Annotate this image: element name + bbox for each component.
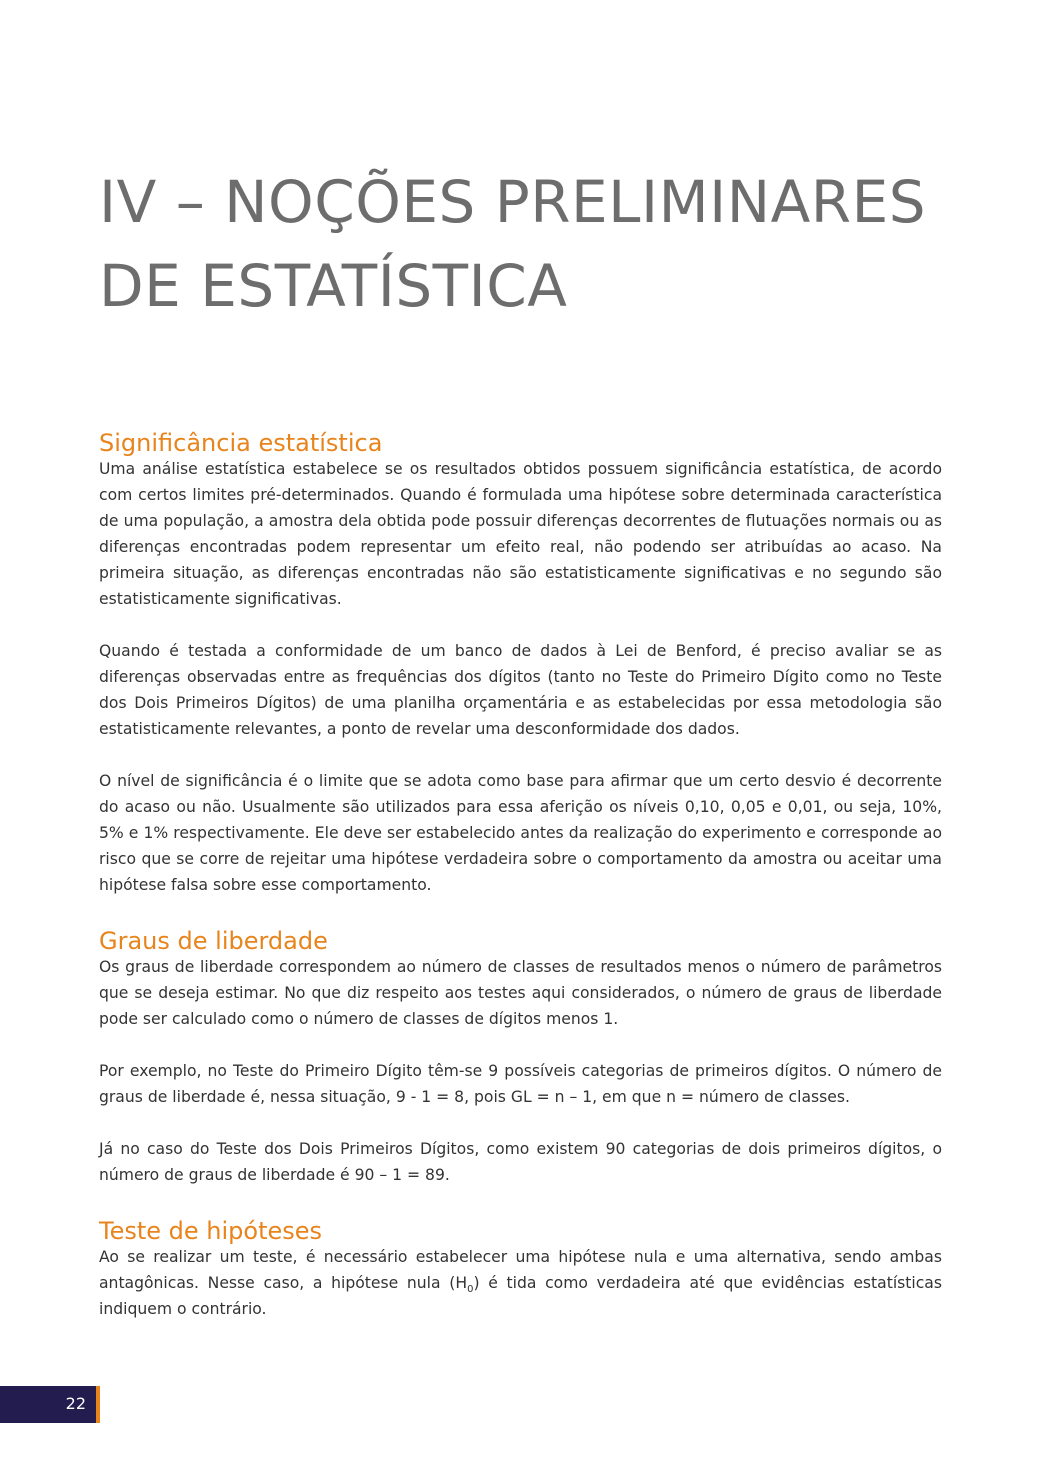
paragraph: Uma análise estatística estabelece se os resultados obtidos possuem significância estatística, de acordo com certos limites pré-determinados. Quando é formulada uma hipótese sobre determinada característica de uma população, a amostra dela obtida pode possuir diferenças decorrentes de flutuações normais ou as diferenças encontradas podem representar um efeito real, não podendo ser atribuídas ao acaso. Na primeira situação, as diferenças encontradas não são estatisticamente significativas e no segundo são estatisticamente significativas. — [99, 460, 942, 608]
section-teste-de-hipoteses — [99, 1214, 942, 1322]
section-heading-significancia: Significância estatística — [99, 429, 383, 457]
section-significancia — [99, 426, 942, 898]
page-title-line-1: IV – NOÇÕES PRELIMINARES — [99, 168, 927, 236]
subscript-zero: 0 — [467, 1284, 474, 1296]
paragraph-text-part: Ao se realizar um teste, é necessário estabelecer uma hipótese nula e uma alternativa, sendo ambas antagônicas. Nesse caso, a hipótese nula (H — [99, 1248, 942, 1292]
page-number-tab — [0, 1386, 100, 1423]
section-graus-de-liberdade — [99, 924, 942, 1188]
paragraph: Os graus de liberdade correspondem ao número de classes de resultados menos o número de parâmetros que se deseja estimar. No que diz respeito aos testes aqui considerados, o número de graus de liberdade pode ser calculado como o número de classes de dígitos menos 1. — [99, 958, 942, 1028]
page-number: 22 — [65, 1394, 86, 1413]
paragraph-text-part: ) é tida como verdadeira até que evidências estatísticas indiquem o contrário. — [99, 1274, 942, 1318]
paragraph-hipotese-nula — [99, 1244, 942, 1322]
section-heading-teste-de-hipoteses: Teste de hipóteses — [99, 1217, 323, 1245]
paragraph: Por exemplo, no Teste do Primeiro Dígito têm-se 9 possíveis categorias de primeiros dígitos. O número de graus de liberdade é, nessa situação, 9 - 1 = 8, pois GL = n – 1, em que n = número de classes. — [99, 1062, 942, 1106]
paragraph: Quando é testada a conformidade de um banco de dados à Lei de Benford, é preciso avaliar se as diferenças observadas entre as frequências dos dígitos (tanto no Teste do Primeiro Dígito como no Teste dos Dois Primeiros Dígitos) de uma planilha orçamentária e as estabelecidas por essa metodologia são estatisticamente relevantes, a ponto de revelar uma desconformidade dos dados. — [99, 642, 942, 738]
section-heading-graus-de-liberdade: Graus de liberdade — [99, 927, 328, 955]
page-title — [99, 160, 979, 328]
paragraph: Já no caso do Teste dos Dois Primeiros Dígitos, como existem 90 categorias de dois primeiros dígitos, o número de graus de liberdade é 90 – 1 = 89. — [99, 1140, 942, 1184]
main-content — [99, 426, 942, 1348]
page-title-line-2: DE ESTATÍSTICA — [99, 252, 568, 320]
paragraph: O nível de significância é o limite que se adota como base para afirmar que um certo desvio é decorrente do acaso ou não. Usualmente são utilizados para essa aferição os níveis 0,10, 0,05 e 0,01, ou seja, 10%, 5% e 1% respectivamente. Ele deve ser estabelecido antes da realização do experimento e corresponde ao risco que se corre de rejeitar uma hipótese verdadeira sobre o comportamento da amostra ou aceitar uma hipótese falsa sobre esse comportamento. — [99, 772, 942, 894]
